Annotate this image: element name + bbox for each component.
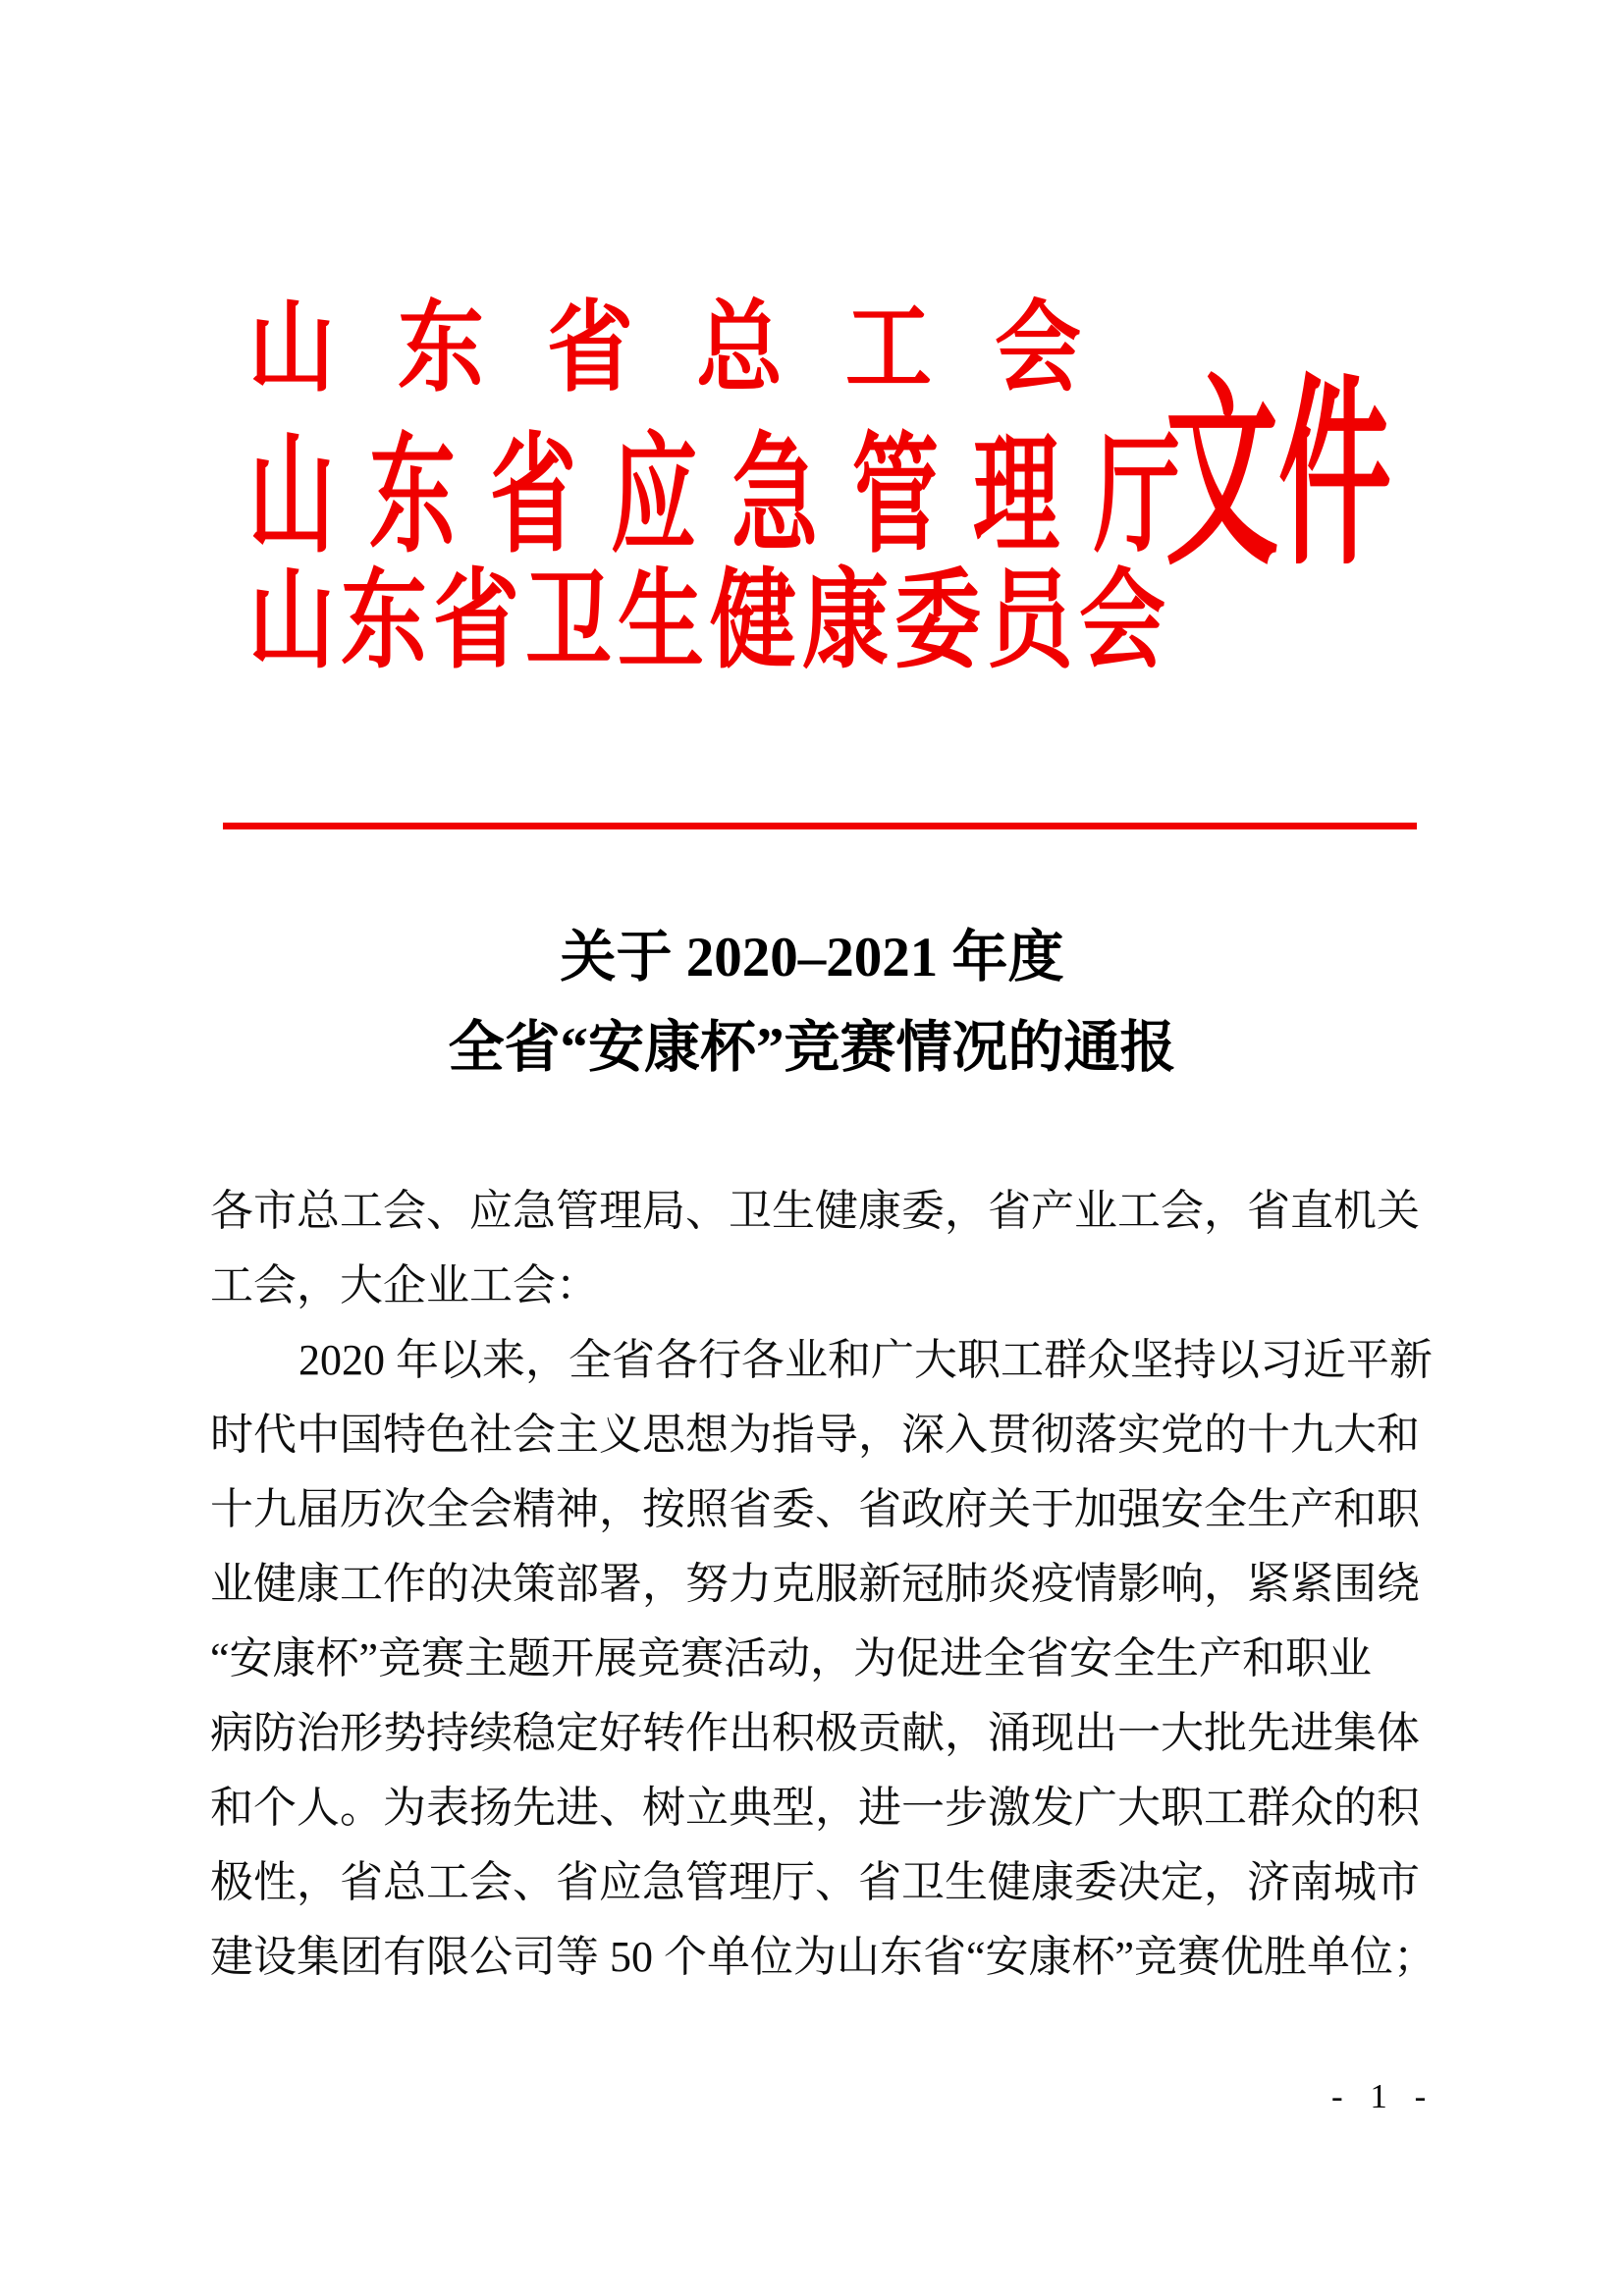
body-line: 业健康工作的决策部署，努力克服新冠肺炎疫情影响，紧紧围绕	[210, 1560, 1420, 1608]
body-line: 和个人。为表扬先进、树立典型，进一步激发广大职工群众的积	[210, 1784, 1420, 1832]
body-line: 工会，大企业工会：	[210, 1261, 599, 1309]
org-name-line-2: 山东省应急管理厅	[248, 426, 1216, 569]
org-name-line-1: 山东省总工会	[248, 294, 1145, 404]
doc-type-label: 文件	[1165, 364, 1392, 589]
document-body	[210, 1174, 1437, 1995]
org-name-line-3: 山东省卫生健康委员会	[248, 562, 1172, 682]
body-line: 建设集团有限公司等 50 个单位为山东省“安康杯”竞赛优胜单位；	[210, 1933, 1437, 1981]
body-line: “安康杯”竞赛主题开展竞赛活动，为促进全省安全生产和职业	[210, 1634, 1373, 1682]
body-line: 2020 年以来，全省各行各业和广大职工群众坚持以习近平新	[298, 1336, 1433, 1384]
title-line-2: 全省“安康杯”竞赛情况的通报	[448, 1017, 1176, 1079]
body-line: 时代中国特色社会主义思想为指导，深入贯彻落实党的十九大和	[210, 1411, 1420, 1459]
body-line: 病防治形势持续稳定好转作出积极贡献，涌现出一大批先进集体	[210, 1709, 1420, 1757]
document-title	[0, 913, 1624, 1094]
red-divider-line	[223, 823, 1417, 829]
body-line: 各市总工会、应急管理局、卫生健康委，省产业工会，省直机关	[210, 1187, 1420, 1235]
page-number: - 1 -	[1331, 2077, 1432, 2115]
body-line: 极性，省总工会、省应急管理厅、省卫生健康委决定，济南城市	[210, 1858, 1420, 1906]
body-line: 十九届历次全会精神，按照省委、省政府关于加强安全生产和职	[210, 1485, 1420, 1533]
title-line-1: 关于 2020–2021 年度	[560, 927, 1064, 988]
